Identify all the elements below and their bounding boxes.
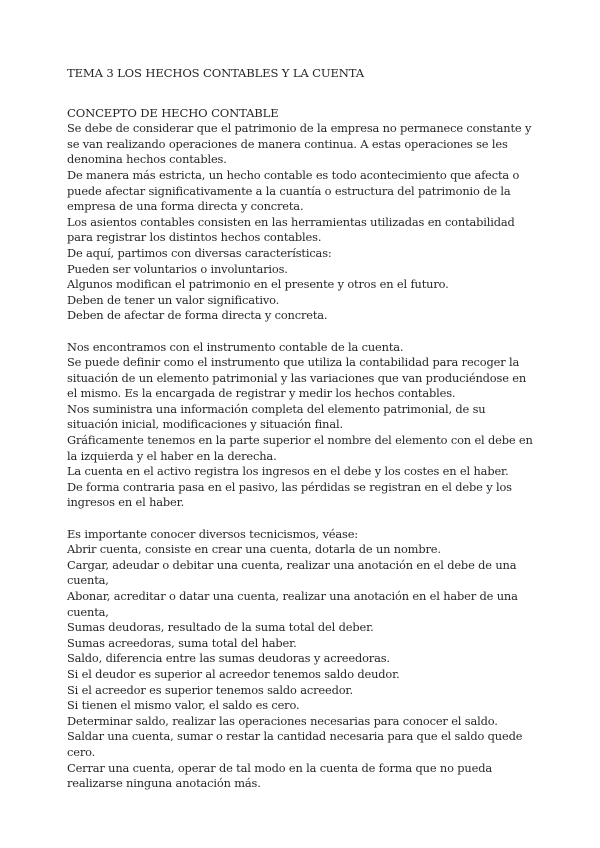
document-page xyxy=(67,66,535,792)
list-item: Si tienen el mismo valor, el saldo es cero. xyxy=(67,698,300,713)
paragraph: De forma contraria pasa en el pasivo, las pérdidas se registran en el debe y los ingresos en el haber. xyxy=(67,479,512,510)
section-tecnicismos xyxy=(67,527,535,792)
paragraph: Se puede definir como el instrumento que utiliza la contabilidad para recoger la situación de un elemento patrimonial y las variaciones que van produciéndose en el mismo. Es la encargada de registrar y medir los hechos contables. xyxy=(67,355,527,401)
paragraph: Gráficamente tenemos en la parte superior el nombre del elemento con el debe en la izquierda y el haber en la derecha. xyxy=(67,433,533,463)
paragraph: Nos encontramos con el instrumento contable de la cuenta. xyxy=(67,339,404,354)
list-item: Deben de tener un valor significativo. xyxy=(67,292,280,307)
paragraph: Los asientos contables consisten en las herramientas utilizadas en contabilidad para registrar los distintos hechos contables. xyxy=(67,214,515,245)
paragraph: Nos suministra una información completa del elemento patrimonial, de su situación inicial, modificaciones y situación final. xyxy=(67,401,486,432)
document-title: TEMA 3 LOS HECHOS CONTABLES Y LA CUENTA xyxy=(67,66,364,80)
paragraph: La cuenta en el activo registra los ingresos en el debe y los costes en el haber. xyxy=(67,464,509,479)
list-item: Sumas acreedoras, suma total del haber. xyxy=(67,635,297,650)
paragraph: Se debe de considerar que el patrimonio de la empresa no permanece constante y se van realizando operaciones de manera continua. A estas operaciones se les denomina hechos contables. xyxy=(67,121,532,167)
blank-line xyxy=(67,324,535,340)
list-item: Saldar una cuenta, sumar o restar la cantidad necesaria para que el saldo quede cero. xyxy=(67,729,523,759)
list-item: Abrir cuenta, consiste en crear una cuenta, dotarla de un nombre. xyxy=(67,542,441,557)
paragraph: De aquí, partimos con diversas características: xyxy=(67,245,332,260)
paragraph: Es importante conocer diversos tecnicismos, véase: xyxy=(67,526,358,541)
section-hecho-contable xyxy=(67,121,535,324)
list-item: Si el acreedor es superior tenemos saldo acreedor. xyxy=(67,682,353,697)
list-item: Saldo, diferencia entre las sumas deudoras y acreedoras. xyxy=(67,651,390,666)
list-item: Cerrar una cuenta, operar de tal modo en la cuenta de forma que no pueda realizarse ninguna anotación más. xyxy=(67,760,492,791)
list-item: Si el deudor es superior al acreedor tenemos saldo deudor. xyxy=(67,666,400,681)
list-item: Algunos modifican el patrimonio en el presente y otros en el futuro. xyxy=(67,277,449,292)
paragraph: De manera más estricta, un hecho contable es todo acontecimiento que afecta o puede afectar significativamente a la cuantía o estructura del patrimonio de la empresa de una forma directa y concreta. xyxy=(67,167,520,214)
list-item: Pueden ser voluntarios o involuntarios. xyxy=(67,261,288,276)
blank-line xyxy=(67,511,535,527)
list-item: Determinar saldo, realizar las operaciones necesarias para conocer el saldo. xyxy=(67,713,498,728)
section-heading-hecho-contable: CONCEPTO DE HECHO CONTABLE xyxy=(67,105,279,120)
list-item: Cargar, adeudar o debitar una cuenta, realizar una anotación en el debe de una cuenta, xyxy=(67,557,517,588)
section-la-cuenta xyxy=(67,340,535,512)
list-item: Abonar, acreditar o datar una cuenta, realizar una anotación en el haber de una cuenta, xyxy=(67,589,518,619)
list-item: Deben de afectar de forma directa y concreta. xyxy=(67,308,328,323)
list-item: Sumas deudoras, resultado de la suma total del deber. xyxy=(67,620,374,635)
